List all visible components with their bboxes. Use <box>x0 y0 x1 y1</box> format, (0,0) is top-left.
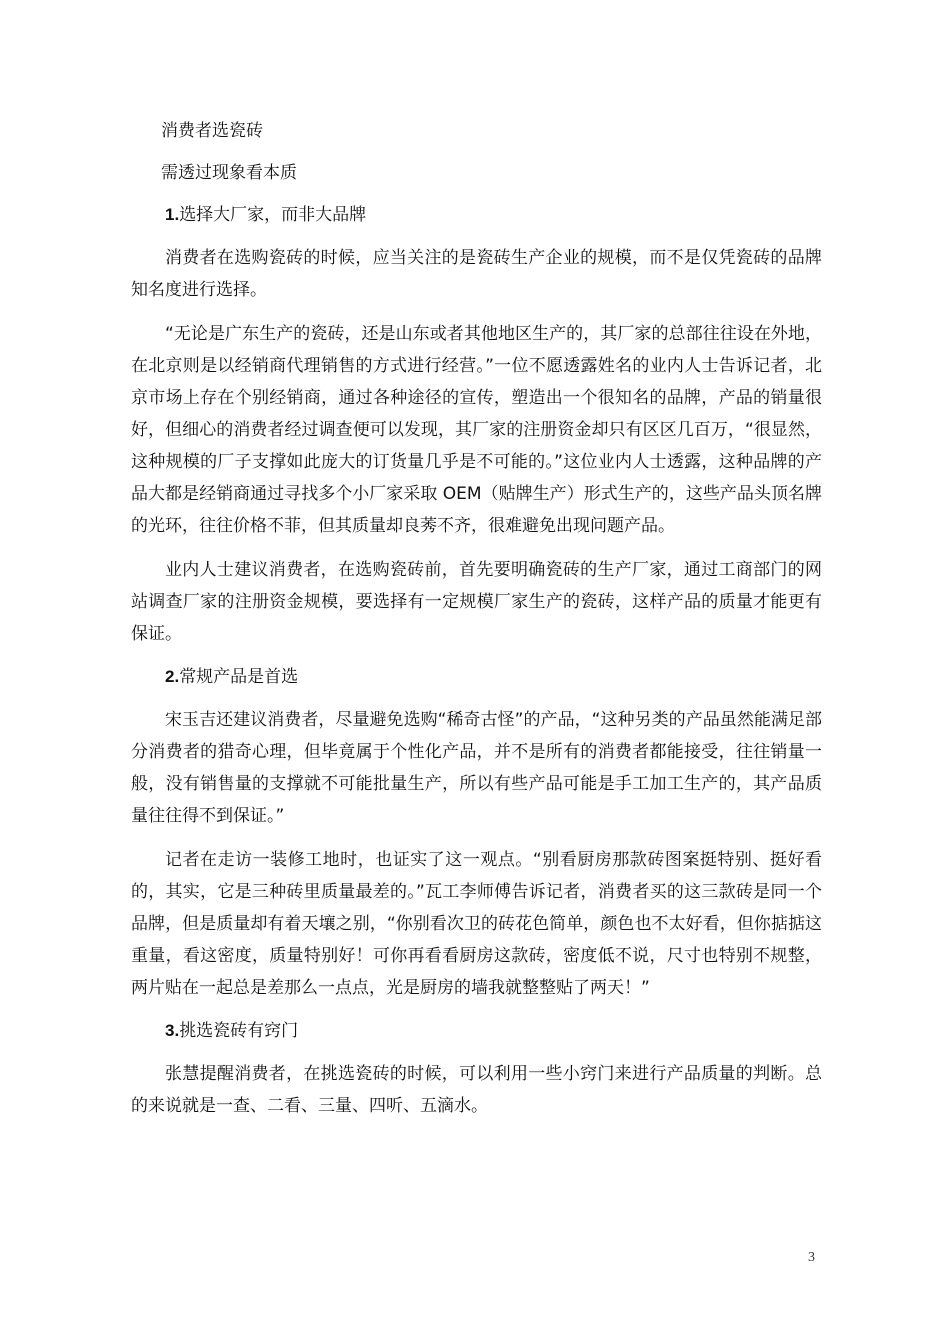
section-2-heading <box>165 662 822 692</box>
section-2-heading-text: 常规产品是首选 <box>179 667 299 687</box>
section-1-paragraph-3: 业内人士建议消费者，在选购瓷砖前，首先要明确瓷砖的生产厂家，通过工商部门的网站调查厂家的注册资金规模，要选择有一定规模厂家生产的瓷砖，这样产品的质量才能更有保证。 <box>131 560 822 644</box>
section-3-heading-text: 挑选瓷砖有窍门 <box>179 1021 299 1041</box>
section-1-heading-number: 1. <box>165 205 180 224</box>
page-number: 3 <box>808 1250 815 1265</box>
section-3-heading-number: 3. <box>165 1021 180 1040</box>
title-line-1: 消费者选瓷砖 <box>161 121 263 141</box>
section-3-heading <box>165 1016 822 1046</box>
section-1-heading <box>165 200 822 230</box>
section-1-paragraph-2: “无论是广东生产的瓷砖，还是山东或者其他地区生产的，其厂家的总部往往设在外地，在北京则是以经销商代理销售的方式进行经营。”一位不愿透露姓名的业内人士告诉记者，北京市场上存在个别经销商，通过各种途径的宣传，塑造出一个很知名的品牌，产品的销量很好，但细心的消费者经过调查便可以发现，其厂家的注册资金却只有区区几百万，“很显然，这种规模的厂子支撑如此庞大的订货量几乎是不可能的。”这位业内人士透露，这种品牌的产品大都是经销商通过寻找多个小厂家采取 OEM（贴牌生产）形式生产的，这些产品头顶名牌的光环，往往价格不菲，但其质量却良莠不齐，很难避免出现问题产品。 <box>131 324 822 536</box>
section-2-heading-number: 2. <box>165 667 180 686</box>
section-3-paragraph-1: 张慧提醒消费者，在挑选瓷砖的时候，可以利用一些小窍门来进行产品质量的判断。总的来说就是一查、二看、三量、四听、五滴水。 <box>131 1064 822 1116</box>
title-line-2: 需透过现象看本质 <box>161 163 297 183</box>
section-2-paragraph-1: 宋玉吉还建议消费者，尽量避免选购“稀奇古怪”的产品，“这种另类的产品虽然能满足部分消费者的猎奇心理，但毕竟属于个性化产品，并不是所有的消费者都能接受，往往销量一般，没有销售量的支撑就不可能批量生产，所以有些产品可能是手工加工生产的，其产品质量往往得不到保证。” <box>131 710 822 826</box>
section-1-heading-text: 选择大厂家，而非大品牌 <box>179 205 367 225</box>
section-1-paragraph-1: 消费者在选购瓷砖的时候，应当关注的是瓷砖生产企业的规模，而不是仅凭瓷砖的品牌知名度进行选择。 <box>131 248 822 300</box>
document-body <box>131 116 822 1134</box>
section-2-paragraph-2: 记者在走访一装修工地时，也证实了这一观点。“别看厨房那款砖图案挺特别、挺好看的，其实，它是三种砖里质量最差的。”瓦工李师傅告诉记者，消费者买的这三款砖是同一个品牌，但是质量却有着天壤之别，“你别看次卫的砖花色简单，颜色也不太好看，但你掂掂这重量，看这密度，质量特别好！可你再看看厨房这款砖，密度低不说，尺寸也特别不规整，两片贴在一起总是差那么一点点，光是厨房的墙我就整整贴了两天！” <box>131 850 822 998</box>
